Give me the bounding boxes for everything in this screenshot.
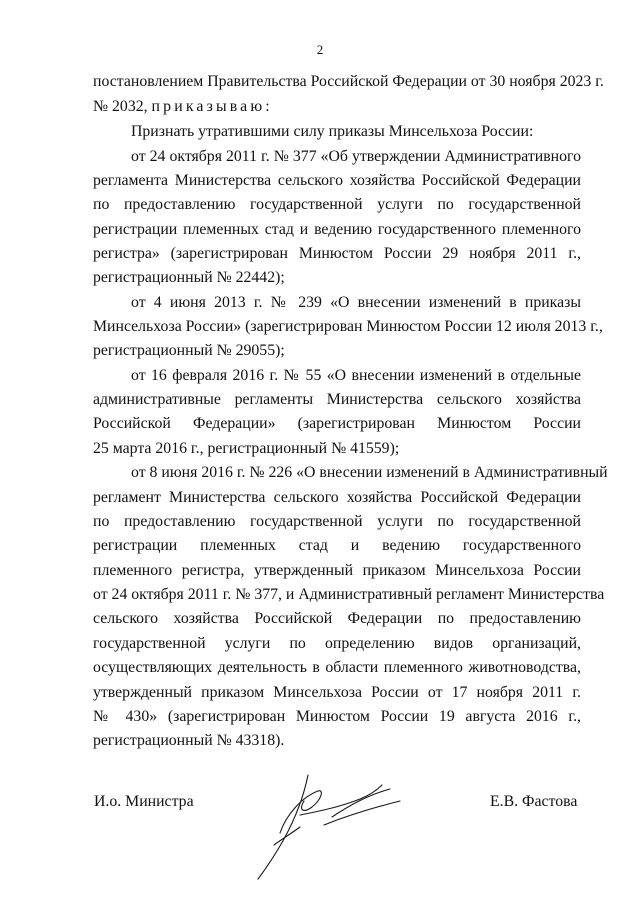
text-line: от 24 октября 2011 г. № 377, и Административный регламент Министерства: [93, 586, 605, 603]
text-line: регламент Министерства сельского хозяйства Российской Федерации: [93, 489, 581, 506]
order-verb: приказываю:: [151, 98, 273, 115]
text-line: регистрации племенных стад и ведению государственного: [93, 537, 581, 554]
signer-name: Е.В. Фастова: [490, 793, 578, 810]
text-line: [93, 97, 273, 117]
handwritten-signature: [240, 755, 410, 885]
text-line: утвержденный приказом Минсельхоза России от 17 ноября 2011 г.: [93, 684, 581, 701]
text-line: по предоставлению государственной услуги по государственной: [93, 513, 581, 530]
text-line: племенного регистра, утвержденный приказом Минсельхоза России: [93, 562, 581, 579]
text-line: регистрационный № 43318).: [93, 732, 285, 749]
text-line: от 16 февраля 2016 г. № 55 «О внесении изменений в отдельные: [131, 367, 581, 384]
text-line: Признать утратившими силу приказы Минсельхоза России:: [131, 123, 534, 140]
text-line: сельского хозяйства Российской Федерации по предоставлению: [93, 610, 581, 627]
text-line: от 24 октября 2011 г. № 377 «Об утверждении Административного: [131, 148, 581, 165]
text-line: постановлением Правительства Российской Федерации от 30 ноября 2023 г.: [93, 73, 604, 90]
text-line: осуществляющих деятельность в области племенного животноводства,: [93, 659, 581, 676]
text-line: регламента Министерства сельского хозяйства Российской Федерации: [93, 172, 581, 189]
text-line: от 4 июня 2013 г. № 239 «О внесении изменений в приказы: [131, 294, 581, 311]
text-line: регистрационный № 29055);: [93, 342, 285, 359]
text-line: регистрации племенных стад и ведению государственного племенного: [93, 221, 581, 238]
page-number: 2: [316, 42, 324, 57]
text-line: 25 марта 2016 г., регистрационный № 41559);: [93, 440, 400, 457]
text-line: регистра» (зарегистрирован Минюстом России 29 ноября 2011 г.,: [93, 245, 581, 262]
text-line: административные регламенты Министерства сельского хозяйства: [93, 391, 581, 408]
text-line: № 430» (зарегистрирован Минюстом России 19 августа 2016 г.,: [93, 708, 581, 725]
text-line: государственной услуги по определению видов организаций,: [93, 635, 581, 652]
text-line: Минсельхоза России» (зарегистрирован Минюстом России 12 июля 2013 г.,: [93, 318, 603, 335]
text-line: от 8 июня 2016 г. № 226 «О внесении изменений в Административный: [131, 464, 608, 481]
text-line: регистрационный № 22442);: [93, 269, 285, 286]
text-line: Российской Федерации» (зарегистрирован Минюстом России: [93, 415, 581, 432]
text-line: по предоставлению государственной услуги по государственной: [93, 196, 581, 213]
order-number: № 2032,: [93, 98, 148, 115]
position-title: И.о. Министра: [94, 793, 194, 810]
